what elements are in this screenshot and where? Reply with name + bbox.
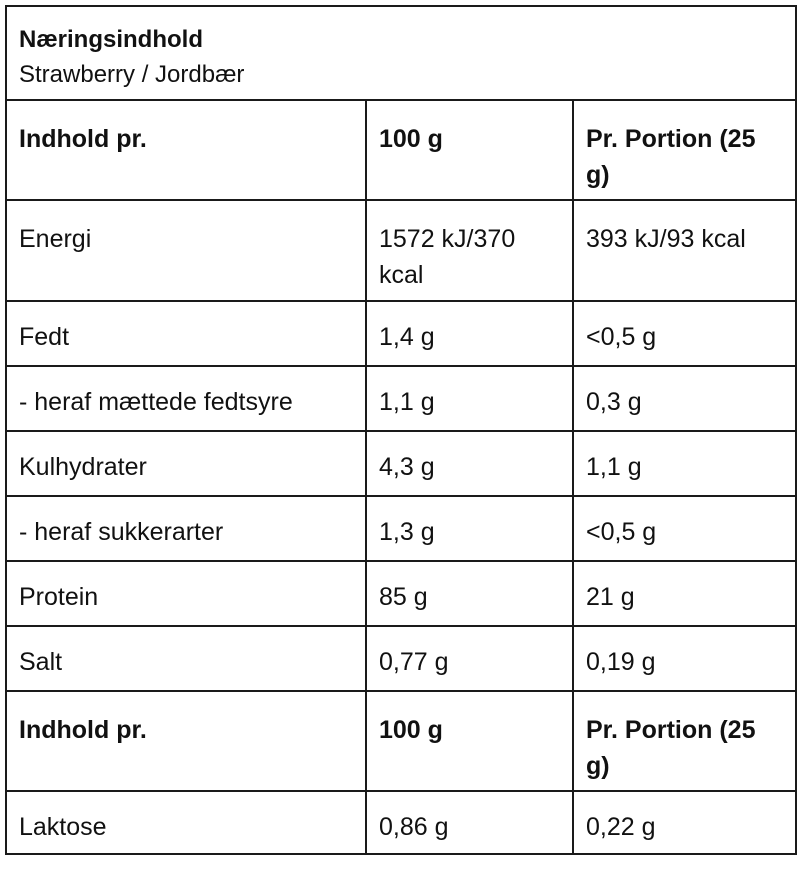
title-cell [6,6,796,100]
table-subtitle: Strawberry / Jordbær [19,61,245,88]
value-per-portion: 0,22 g [573,791,796,854]
table-title-row [6,6,796,100]
value-per-portion: 21 g [573,561,796,626]
table-row [6,301,796,366]
nutrient-name: Protein [6,561,366,626]
table-row [6,791,796,854]
nutrient-name: Laktose [6,791,366,854]
value-per-100g: 1,4 g [366,301,573,366]
value-per-100g: 1572 kJ/370 kcal [366,200,573,301]
value-per-portion: 1,1 g [573,431,796,496]
value-per-100g: 4,3 g [366,431,573,496]
column-header-100g: 100 g [366,100,573,200]
nutrition-table [5,5,797,855]
nutrient-name: Energi [6,200,366,301]
value-per-100g: 0,86 g [366,791,573,854]
value-per-portion: 393 kJ/93 kcal [573,200,796,301]
table-row [6,561,796,626]
table-row [6,366,796,431]
nutrient-name: Kulhydrater [6,431,366,496]
table-row [6,200,796,301]
value-per-100g: 1,3 g [366,496,573,561]
table-row [6,496,796,561]
column-header-content-per: Indhold pr. [6,691,366,791]
nutrient-name: - heraf sukkerarter [6,496,366,561]
column-header-row-2 [6,691,796,791]
table-title: Næringsindhold [19,26,203,53]
value-per-100g: 1,1 g [366,366,573,431]
value-per-100g: 0,77 g [366,626,573,691]
table-row [6,626,796,691]
value-per-portion: <0,5 g [573,301,796,366]
column-header-100g: 100 g [366,691,573,791]
value-per-portion: <0,5 g [573,496,796,561]
nutrient-name: - heraf mættede fedtsyre [6,366,366,431]
value-per-100g: 85 g [366,561,573,626]
nutrient-name: Fedt [6,301,366,366]
value-per-portion: 0,19 g [573,626,796,691]
table-row [6,431,796,496]
column-header-row [6,100,796,200]
nutrient-name: Salt [6,626,366,691]
value-per-portion: 0,3 g [573,366,796,431]
column-header-content-per: Indhold pr. [6,100,366,200]
column-header-portion: Pr. Portion (25 g) [573,100,796,200]
nutrition-table-container [5,5,795,874]
column-header-portion: Pr. Portion (25 g) [573,691,796,791]
